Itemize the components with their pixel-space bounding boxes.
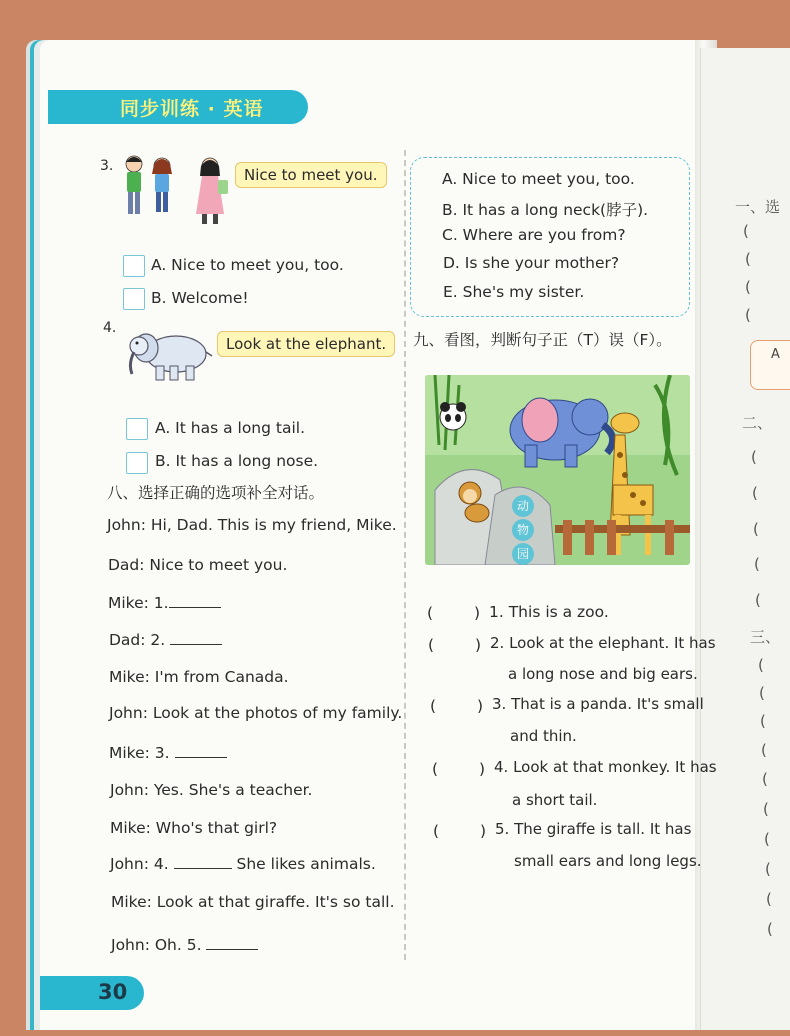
page-number-band [40,976,144,1010]
q4-option-b-checkbox[interactable] [126,452,148,474]
statement-5-line-1: 5. The giraffe is tall. It has [495,820,692,838]
statement-5-paren-open[interactable]: ( [433,822,440,840]
statement-1: 1. This is a zoo. [489,603,609,621]
statement-2-line-2: a long nose and big ears. [508,665,698,683]
blank-1[interactable] [169,595,221,608]
statement-4-line-1: 4. Look at that monkey. It has [494,758,717,776]
far-right-paren: ( [758,656,764,674]
option-d: D. Is she your mother? [443,254,620,272]
q4-speech-bubble: Look at the elephant. [217,331,395,357]
far-right-paren: ( [745,250,751,268]
q3-option-a: A. Nice to meet you, too. [151,256,344,274]
blank-3[interactable] [175,745,227,758]
zoo-sign-char-1: 动 [512,495,534,517]
far-right-paren: ( [766,890,772,908]
statement-3-paren-open[interactable]: ( [430,697,437,715]
far-right-section-2: 二、 [742,414,773,432]
statement-5-line-2: small ears and long legs. [514,852,702,870]
q3-speech-bubble: Nice to meet you. [235,162,387,188]
option-c: C. Where are you from? [442,226,626,244]
statement-3-paren-close: ) [477,697,484,715]
zoo-sign-char-2: 物 [512,519,534,541]
far-right-paren: ( [759,684,765,702]
statement-4-line-2: a short tail. [512,791,598,809]
dialogue-line-7: Mike: 3. [109,744,227,762]
question-3-number: 3. [100,158,114,174]
question-4-number: 4. [103,320,117,336]
statement-2-paren-open[interactable]: ( [428,636,435,654]
far-right-box-letter: A [771,347,780,362]
far-right-paren: ( [764,830,770,848]
zoo-picture [425,375,690,565]
page-header-title: 同步训练 · 英语 [120,98,264,120]
far-right-paren: ( [745,306,751,324]
dialogue-line-8: John: Yes. She's a teacher. [110,781,313,799]
elephant-illustration [124,326,214,384]
kids-greeting-illustration [118,152,234,228]
statement-1-paren-close: ) [474,604,481,622]
dialogue-line-1: John: Hi, Dad. This is my friend, Mike. [107,516,397,534]
dialogue-line-6: John: Look at the photos of my family. [109,704,403,722]
statement-1-paren-open[interactable]: ( [427,604,434,622]
far-right-paren: ( [767,920,773,938]
far-right-section-3: 三、 [750,628,781,646]
zoo-sign [512,495,540,565]
q3-option-b: B. Welcome! [151,289,249,307]
far-right-paren: ( [760,712,766,730]
far-right-paren: ( [752,484,758,502]
far-right-paren: ( [765,860,771,878]
far-right-section-1: 一、选 [735,198,781,216]
dialogue-line-3: Mike: 1. [108,594,221,612]
statement-4-paren-close: ) [479,760,486,778]
page-number: 30 [98,980,128,1004]
option-a: A. Nice to meet you, too. [442,170,635,188]
dialogue-line-4: Dad: 2. [109,631,222,649]
dialogue-line-9: Mike: Who's that girl? [110,819,278,837]
far-right-box [750,340,790,390]
far-right-paren: ( [743,222,749,240]
far-right-paren: ( [754,555,760,573]
section-8-title: 八、选择正确的选项补全对话。 [107,484,325,502]
dialogue-line-2: Dad: Nice to meet you. [108,556,288,574]
q3-option-b-checkbox[interactable] [123,288,145,310]
dialogue-line-10: John: 4. She likes animals. [110,855,376,873]
statement-5-paren-close: ) [480,822,487,840]
statement-3-line-2: and thin. [510,727,577,745]
option-b: B. It has a long neck(脖子). [442,201,649,219]
q4-option-b: B. It has a long nose. [155,452,319,470]
option-e: E. She's my sister. [443,283,585,301]
statement-2-line-1: 2. Look at the elephant. It has [490,634,716,652]
far-right-paren: ( [755,591,761,609]
far-right-paren: ( [762,770,768,788]
dialogue-line-5: Mike: I'm from Canada. [109,668,289,686]
statement-2-paren-close: ) [475,636,482,654]
q4-option-a-checkbox[interactable] [126,418,148,440]
q4-option-a: A. It has a long tail. [155,419,306,437]
blank-5[interactable] [206,937,258,950]
far-right-paren: ( [751,448,757,466]
far-right-paren: ( [745,278,751,296]
blank-4[interactable] [174,856,232,869]
dialogue-line-12: John: Oh. 5. [111,936,258,954]
far-right-paren: ( [753,520,759,538]
blank-2[interactable] [170,632,222,645]
column-divider [404,150,406,960]
q3-option-a-checkbox[interactable] [123,255,145,277]
section-9-title: 九、看图，判断句子正（T）误（F）。 [413,331,672,349]
statement-3-line-1: 3. That is a panda. It's small [492,695,704,713]
zoo-sign-char-3: 园 [512,543,534,565]
far-right-paren: ( [761,741,767,759]
dialogue-line-11: Mike: Look at that giraffe. It's so tall. [111,893,395,911]
statement-4-paren-open[interactable]: ( [432,760,439,778]
far-right-paren: ( [763,800,769,818]
